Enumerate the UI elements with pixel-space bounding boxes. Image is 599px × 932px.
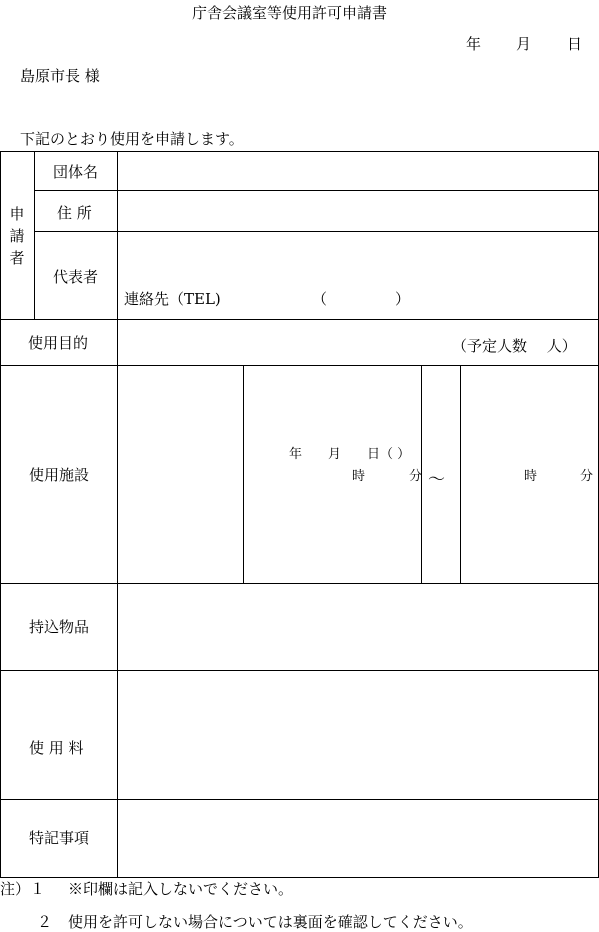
date-day-label: 日: [567, 35, 583, 53]
fee-field[interactable]: [118, 671, 598, 799]
footnote-2-number: ２: [37, 913, 53, 931]
date-month-label: 月: [516, 35, 532, 53]
applicant-header: 申 請 者: [9, 205, 25, 267]
purpose-label: 使用目的: [28, 334, 89, 352]
notes-label: 特記事項: [29, 829, 90, 847]
contact-tel-field[interactable]: [230, 284, 310, 308]
expected-people: （予定人数 人）: [452, 337, 577, 355]
start-hour-label: 時: [352, 469, 366, 484]
footnote-1: ※印欄は記入しないでください。: [68, 880, 294, 898]
start-minute-label: 分: [409, 469, 423, 484]
intro-text: 下記のとおり使用を申請します。: [20, 130, 244, 148]
address-field[interactable]: [118, 191, 598, 231]
fee-label: 使 用 料: [29, 739, 84, 757]
addressee: 島原市長 様: [20, 67, 100, 85]
footnote-2: 使用を許可しない場合については裏面を確認してください。: [68, 913, 473, 931]
address-label: 住 所: [57, 204, 92, 222]
start-date-row: 年 月 日（ ）: [289, 447, 411, 462]
facility-label: 使用施設: [29, 466, 90, 484]
footnote-prefix: 注）１: [0, 880, 46, 898]
end-hour-label: 時: [524, 469, 538, 484]
purpose-field[interactable]: [118, 320, 448, 365]
date-year-label: 年: [466, 35, 482, 53]
document-title: 庁舎会議室等使用許可申請書: [192, 4, 388, 22]
tilde-separator: ～: [428, 470, 445, 490]
facility-name-field[interactable]: [118, 366, 243, 583]
items-label: 持込物品: [29, 618, 90, 636]
items-field[interactable]: [118, 584, 598, 670]
end-minute-label: 分: [580, 469, 594, 484]
notes-field[interactable]: [118, 800, 598, 877]
contact-paren-close: ）: [395, 290, 411, 308]
group-name-field[interactable]: [118, 152, 598, 190]
representative-field[interactable]: [118, 232, 598, 282]
contact-label: 連絡先（TEL): [124, 290, 221, 308]
contact-paren-open: （: [312, 290, 328, 308]
group-name-label: 団体名: [53, 163, 99, 181]
representative-label: 代表者: [53, 268, 99, 286]
